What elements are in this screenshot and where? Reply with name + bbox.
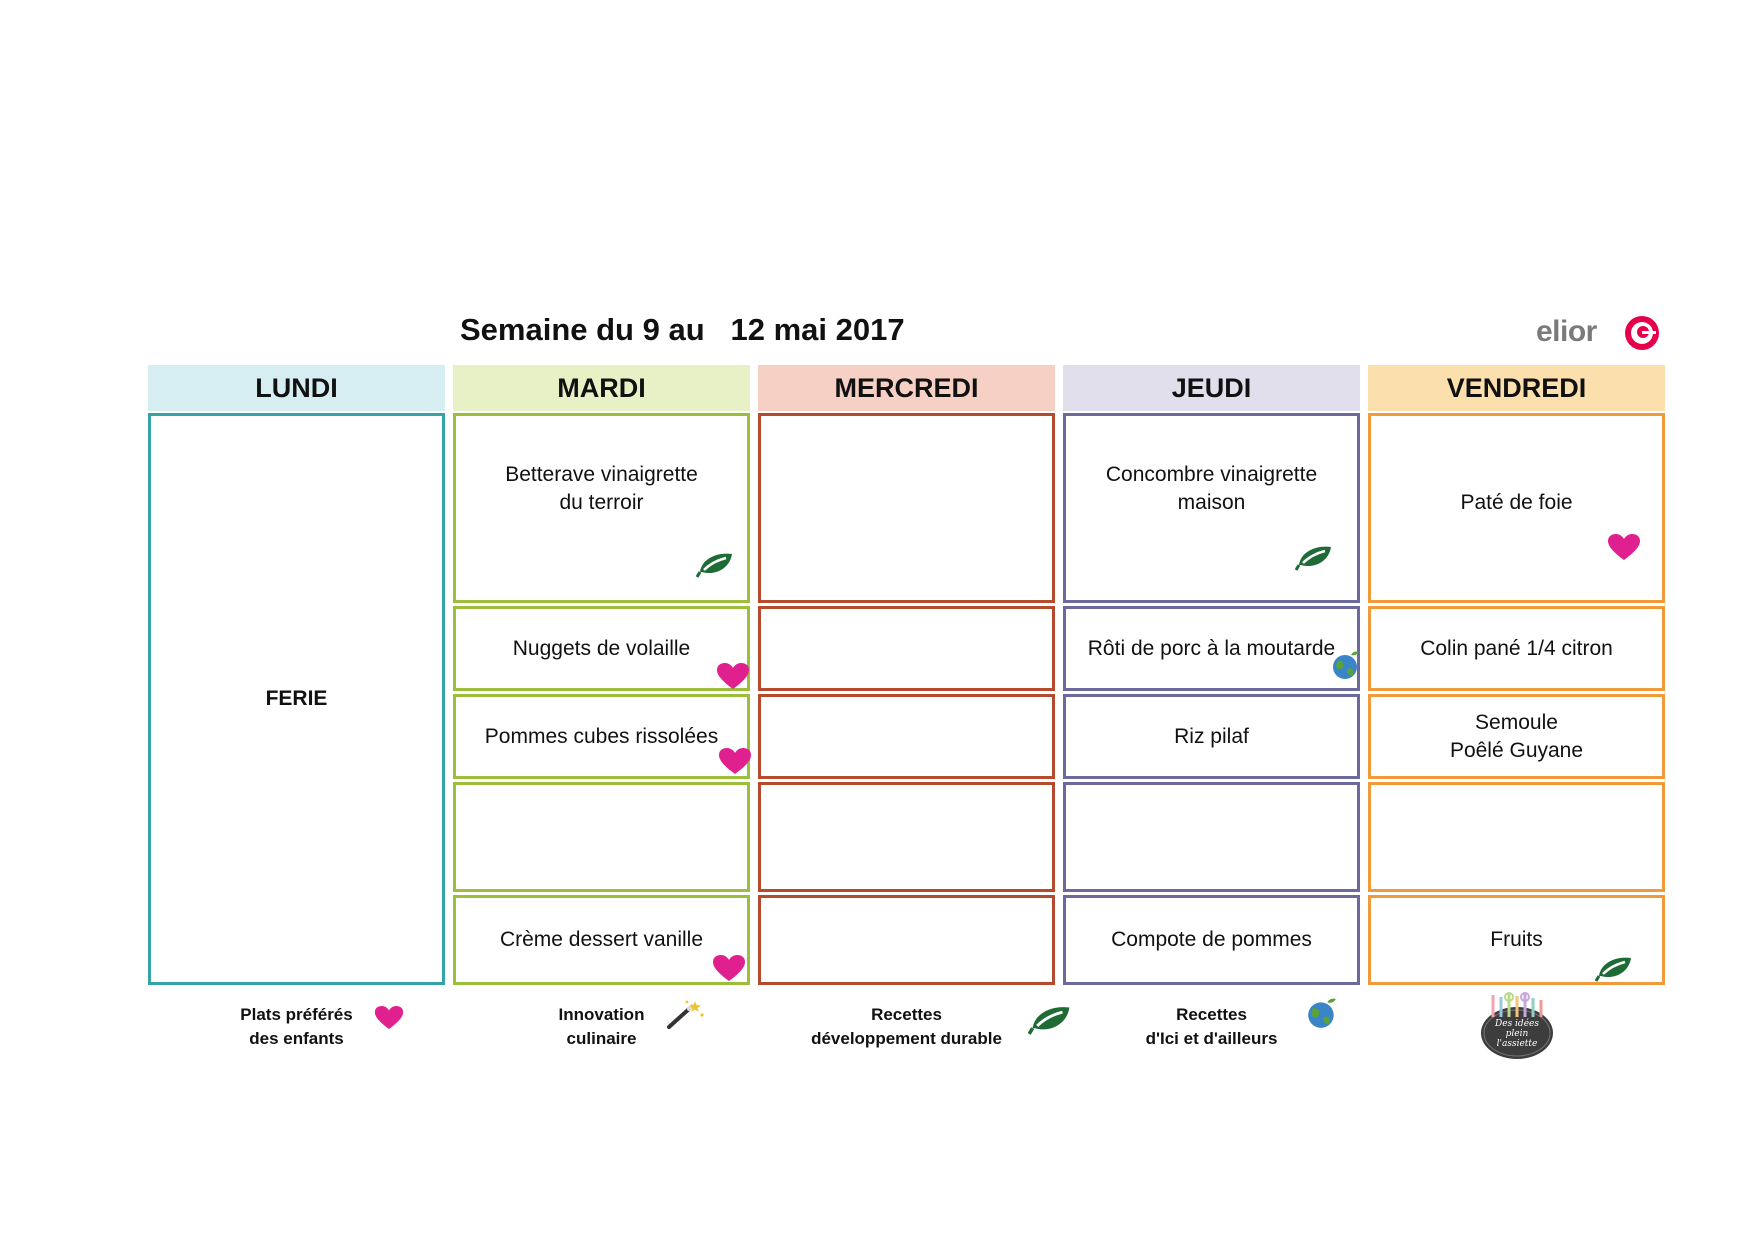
page-title: Semaine du 9 au 12 mai 2017: [460, 312, 905, 347]
leaf-icon: [696, 550, 736, 578]
leaf-icon: [1295, 543, 1335, 571]
dish-label: Riz pilaf: [1174, 724, 1249, 748]
logo-text: elior: [1536, 315, 1597, 348]
legend-label: Recettes d'Ici et d'ailleurs: [1145, 1005, 1278, 1048]
plate-badge-text: Des idées plein l'assiette: [1495, 1019, 1539, 1049]
day-header-mardi: MARDI: [453, 365, 750, 411]
legend-item-sustainable: [758, 1003, 1055, 1063]
leaf-icon: [1595, 954, 1635, 982]
elior-swirl-icon: [1622, 313, 1662, 353]
legend-label: Recettes développement durable: [811, 1005, 1002, 1048]
day-header-lundi: LUNDI: [148, 365, 445, 411]
menu-cell-fromage: [1368, 782, 1665, 892]
menu-cell-dessert: [1368, 895, 1665, 985]
globe-icon: [1306, 996, 1338, 1030]
menu-cell-fromage: [1063, 782, 1360, 892]
globe-icon: [1331, 649, 1361, 681]
magic-wand-icon: [665, 999, 705, 1031]
menu-cell-fromage: [758, 782, 1055, 892]
menu-cell-plat: [1063, 606, 1360, 691]
menu-cell-accompagnement: [1063, 694, 1360, 779]
dish-label: Nuggets de volaille: [512, 636, 691, 660]
menu-cell-fromage: [453, 782, 750, 892]
heart-icon: [712, 954, 746, 982]
menu-cell-entree: [453, 413, 750, 603]
legend-label: Innovation culinaire: [558, 1005, 645, 1048]
dish-label: Betterave vinaigrette du terroir: [505, 463, 698, 514]
menu-cell-entree: [758, 413, 1055, 603]
menu-cell-dessert: [453, 895, 750, 985]
heart-icon: [718, 747, 752, 775]
legend-item-world: [1063, 1003, 1360, 1063]
dish-label: Pommes cubes rissolées: [484, 724, 719, 748]
menu-cell-entree: [1063, 413, 1360, 603]
dish-label: Rôti de porc à la moutarde: [1087, 636, 1336, 660]
day-header-mercredi: MERCREDI: [758, 365, 1055, 411]
menu-cell-accompagnement: [453, 694, 750, 779]
legend-label: Plats préférés des enfants: [240, 1005, 353, 1048]
heart-icon: [374, 1005, 404, 1030]
day-header-jeudi: JEUDI: [1063, 365, 1360, 411]
menu-cell-plat: [453, 606, 750, 691]
legend-item-innovation: [453, 1003, 750, 1063]
heart-icon: [716, 662, 750, 690]
menu-cell-dessert: [758, 895, 1055, 985]
dish-label: Compote de pommes: [1111, 928, 1312, 951]
day-header-vendredi: VENDREDI: [1368, 365, 1665, 411]
menu-cell-plat: [1368, 606, 1665, 691]
dish-label: Fruits: [1490, 928, 1543, 951]
elior-logo: [1536, 313, 1666, 353]
dish-label: Colin pané 1/4 citron: [1420, 636, 1613, 660]
dish-label: Semoule Poêlé Guyane: [1449, 710, 1584, 762]
menu-cell-dessert: [1063, 895, 1360, 985]
ferie-cell: FERIE: [148, 413, 445, 985]
legend-item-favorites: [148, 1003, 445, 1063]
heart-icon: [1607, 533, 1641, 561]
dish-label: Paté de foie: [1460, 491, 1573, 514]
legend-item-plate-badge: [1368, 1003, 1665, 1063]
menu-cell-accompagnement: [758, 694, 1055, 779]
dish-label: Crème dessert vanille: [499, 928, 704, 951]
menu-cell-plat: [758, 606, 1055, 691]
menu-cell-entree: [1368, 413, 1665, 603]
menu-cell-accompagnement: [1368, 694, 1665, 779]
dish-label: Concombre vinaigrette maison: [1105, 463, 1318, 514]
